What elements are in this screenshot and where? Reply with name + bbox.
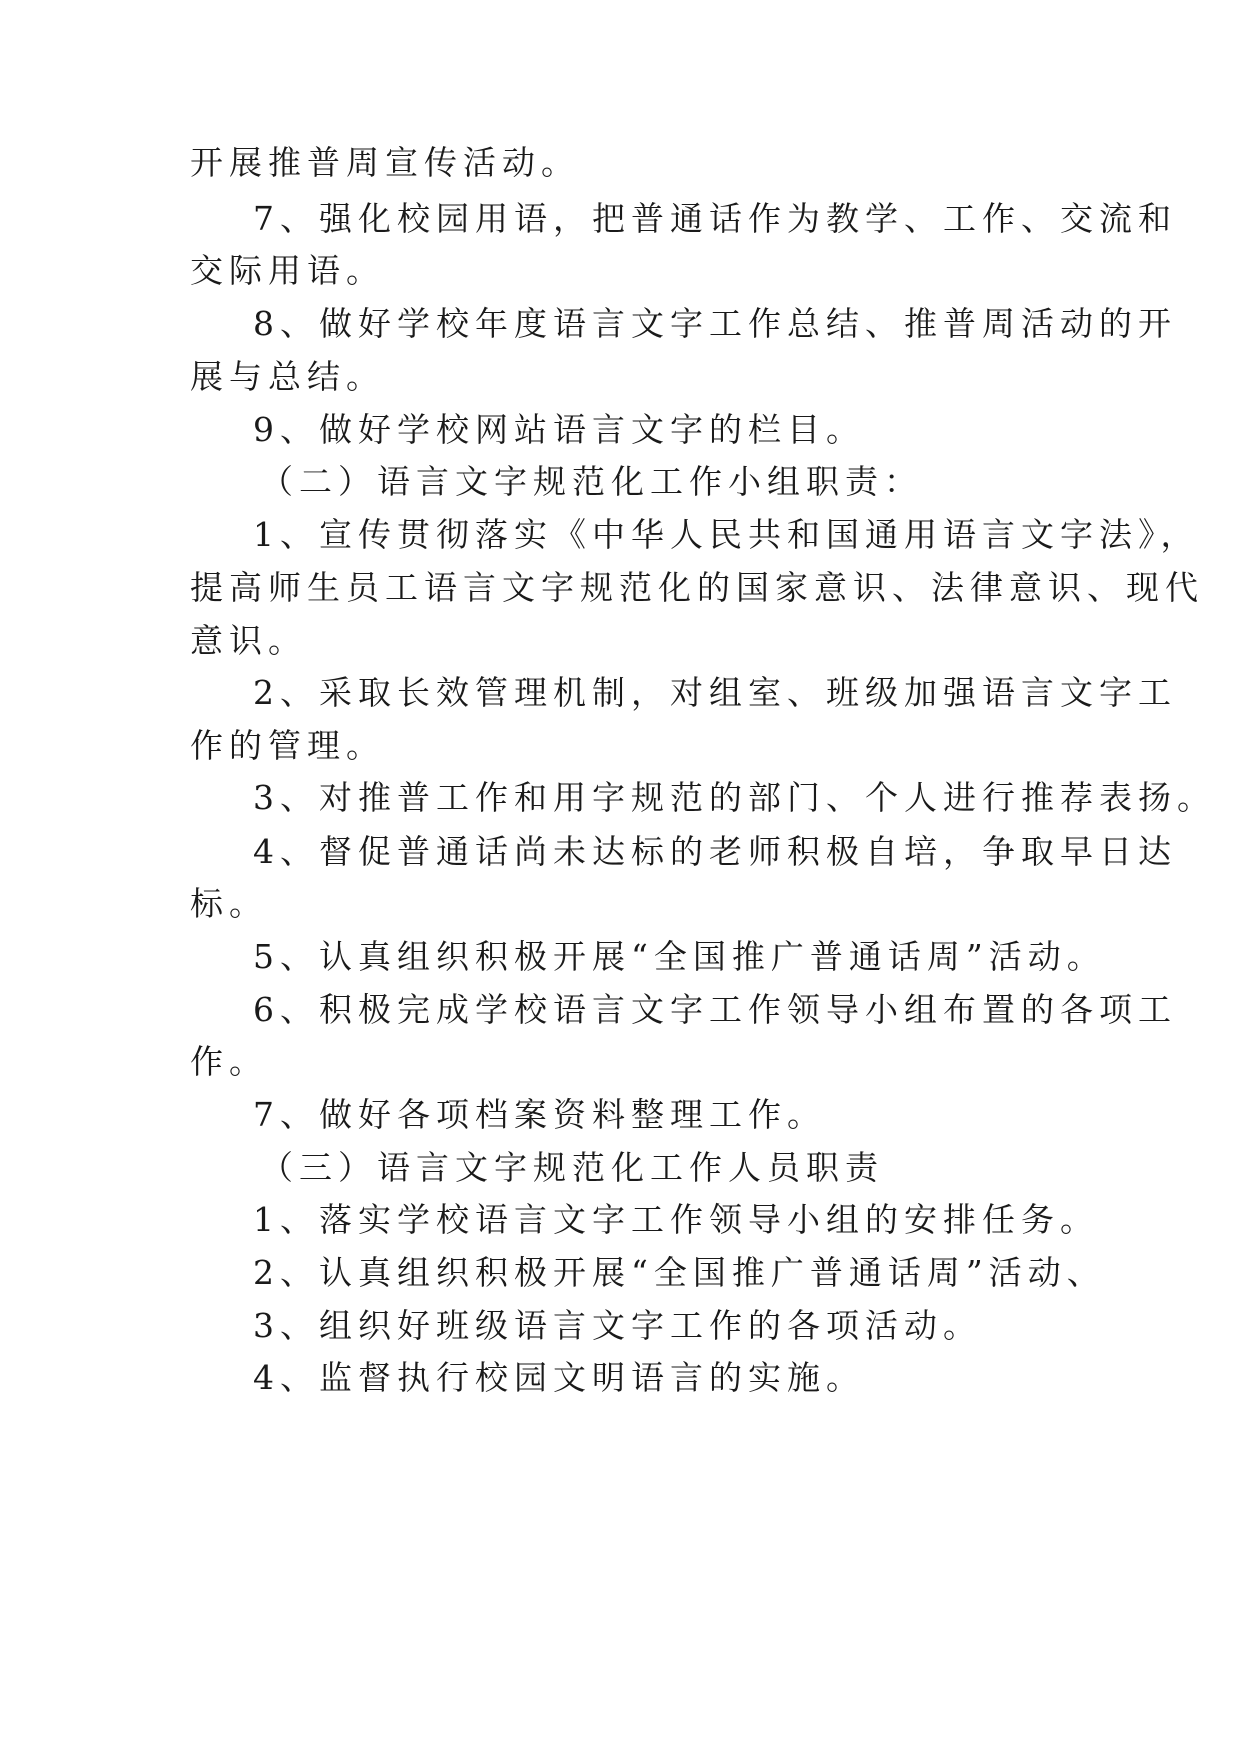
paragraph-line: 2、采取长效管理机制，对组室、班级加强语言文字工 <box>253 673 1177 712</box>
section-heading: （二）语言文字规范化工作小组职责： <box>260 462 923 501</box>
paragraph-line: 1、落实学校语言文字工作领导小组的安排任务。 <box>253 1200 1099 1239</box>
paragraph-line: 1、宣传贯彻落实《中华人民共和国通用语言文字法》， <box>253 515 1200 554</box>
paragraph-line: 交际用语。 <box>190 251 385 290</box>
paragraph-line: 意识。 <box>190 621 307 660</box>
paragraph-line: 2、认真组织积极开展“全国推广普通话周”活动、 <box>253 1253 1106 1292</box>
paragraph-line: 标。 <box>190 884 268 923</box>
paragraph-line: 9、做好学校网站语言文字的栏目。 <box>253 410 865 449</box>
paragraph-line: 作。 <box>190 1042 268 1081</box>
section-heading: （三）语言文字规范化工作人员职责 <box>260 1148 884 1187</box>
paragraph-line: 开展推普周宣传活动。 <box>190 143 580 182</box>
paragraph-line: 3、组织好班级语言文字工作的各项活动。 <box>253 1306 982 1345</box>
paragraph-line: 作的管理。 <box>190 726 385 765</box>
paragraph-line: 提高师生员工语言文字规范化的国家意识、法律意识、现代 <box>190 568 1204 607</box>
paragraph-line: 展与总结。 <box>190 357 385 396</box>
paragraph-line: 4、监督执行校园文明语言的实施。 <box>253 1358 865 1397</box>
paragraph-line: 7、强化校园用语，把普通话作为教学、工作、交流和 <box>253 199 1177 238</box>
paragraph-line: 7、做好各项档案资料整理工作。 <box>253 1095 826 1134</box>
paragraph-line: 6、积极完成学校语言文字工作领导小组布置的各项工 <box>253 990 1177 1029</box>
paragraph-line: 4、督促普通话尚未达标的老师积极自培，争取早日达 <box>253 832 1177 871</box>
paragraph-line: 5、认真组织积极开展“全国推广普通话周”活动。 <box>253 937 1106 976</box>
paragraph-line: 8、做好学校年度语言文字工作总结、推普周活动的开 <box>253 304 1177 343</box>
paragraph-line: 3、对推普工作和用字规范的部门、个人进行推荐表扬。 <box>253 778 1216 817</box>
